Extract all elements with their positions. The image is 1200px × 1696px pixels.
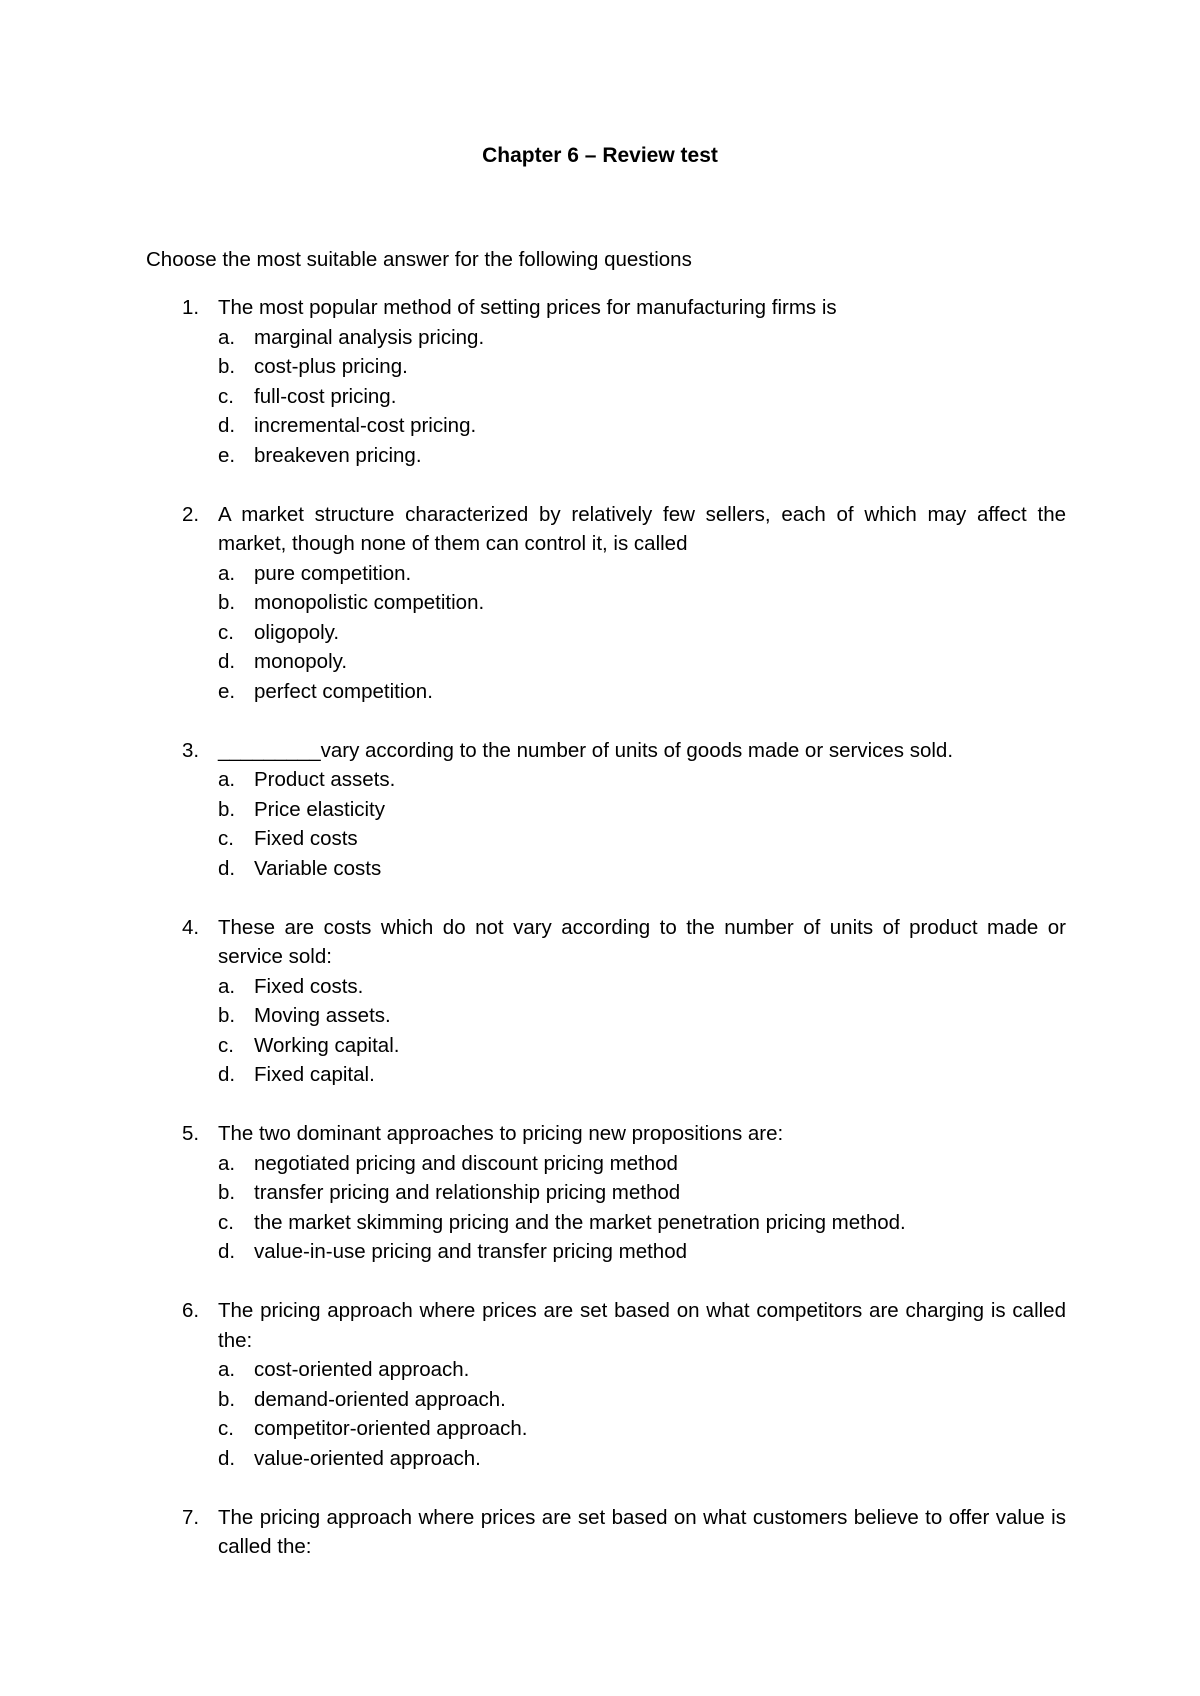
- question-list: [146, 293, 1066, 1591]
- option-text: Fixed costs.: [254, 974, 364, 998]
- option-text: Moving assets.: [254, 1004, 391, 1027]
- option-letter: d.: [218, 1240, 236, 1263]
- answer-option: [218, 1149, 1066, 1179]
- answer-option: [218, 1001, 1066, 1031]
- option-letter: b.: [218, 797, 236, 821]
- question-number: 7.: [182, 1505, 200, 1529]
- option-text: demand-oriented approach.: [254, 1387, 506, 1411]
- answer-option: [218, 765, 1066, 795]
- question-text: These are costs which do not vary according to the number of units of product made or service sold:: [218, 915, 1066, 968]
- answer-option: [218, 559, 1066, 589]
- question-text: The most popular method of setting prices for manufacturing firms is: [218, 296, 837, 319]
- answer-option: [218, 1060, 1066, 1090]
- option-text: cost-oriented approach.: [254, 1358, 470, 1381]
- option-text: transfer pricing and relationship pricing method: [254, 1181, 681, 1204]
- option-text: Price elasticity: [254, 797, 386, 821]
- answer-option: [218, 441, 1066, 471]
- answer-option: [218, 1385, 1066, 1415]
- answer-option: [218, 411, 1066, 441]
- answer-option: [218, 618, 1066, 648]
- option-letter: d.: [218, 1446, 236, 1470]
- option-letter: c.: [218, 827, 234, 850]
- option-text: Fixed costs: [254, 827, 358, 850]
- option-text: marginal analysis pricing.: [254, 325, 485, 349]
- answer-option: [218, 1031, 1066, 1061]
- option-text: breakeven pricing.: [254, 443, 422, 467]
- option-text: value-in-use pricing and transfer pricing method: [254, 1240, 688, 1263]
- option-letter: c.: [218, 1210, 234, 1234]
- question-text: The pricing approach where prices are set based on what customers believe to offer value is called the:: [218, 1505, 1066, 1558]
- document-title: Chapter 6 – Review test: [482, 144, 718, 167]
- answer-option: [218, 1178, 1066, 1208]
- option-text: Variable costs: [254, 856, 382, 880]
- option-letter: a.: [218, 974, 236, 998]
- option-text: monopoly.: [254, 650, 348, 673]
- option-text: competitor-oriented approach.: [254, 1417, 528, 1440]
- question-item: [146, 293, 1066, 470]
- answer-option: [218, 1414, 1066, 1444]
- answer-option: [218, 382, 1066, 412]
- question-number: 5.: [182, 1122, 200, 1145]
- option-letter: d.: [218, 1063, 236, 1086]
- question-text: The two dominant approaches to pricing new propositions are:: [218, 1122, 784, 1145]
- option-letter: e.: [218, 443, 236, 467]
- option-text: monopolistic competition.: [254, 591, 485, 614]
- answer-option: [218, 677, 1066, 707]
- option-text: incremental-cost pricing.: [254, 414, 477, 437]
- option-letter: b.: [218, 591, 236, 614]
- option-text: negotiated pricing and discount pricing method: [254, 1151, 678, 1175]
- option-list: [218, 559, 1066, 707]
- answer-option: [218, 1444, 1066, 1474]
- option-list: [218, 1149, 1066, 1267]
- option-text: oligopoly.: [254, 620, 340, 644]
- question-number: 3.: [182, 738, 200, 762]
- question-item: [146, 1119, 1066, 1267]
- option-text: perfect competition.: [254, 679, 433, 703]
- answer-option: [218, 352, 1066, 382]
- option-text: the market skimming pricing and the market penetration pricing method.: [254, 1210, 906, 1234]
- option-letter: d.: [218, 414, 236, 437]
- question-item: [146, 500, 1066, 707]
- option-list: [218, 323, 1066, 471]
- option-letter: b.: [218, 1387, 236, 1411]
- option-letter: c.: [218, 620, 234, 644]
- instruction-text: Choose the most suitable answer for the following questions: [146, 248, 692, 271]
- option-list: [218, 972, 1066, 1090]
- question-text: The pricing approach where prices are set based on what competitors are charging is called the:: [218, 1299, 1066, 1352]
- option-text: Fixed capital.: [254, 1063, 375, 1086]
- option-letter: e.: [218, 679, 236, 703]
- question-number: 1.: [182, 296, 200, 319]
- option-letter: a.: [218, 325, 236, 349]
- option-text: cost-plus pricing.: [254, 355, 408, 378]
- option-letter: c.: [218, 1033, 234, 1057]
- option-letter: a.: [218, 1358, 236, 1381]
- question-item: [146, 913, 1066, 1090]
- answer-option: [218, 972, 1066, 1002]
- option-letter: c.: [218, 384, 234, 408]
- answer-option: [218, 588, 1066, 618]
- option-letter: a.: [218, 768, 236, 791]
- question-number: 2.: [182, 502, 200, 526]
- question-text: A market structure characterized by relatively few sellers, each of which may affect the market, though none of them can control it, is called: [218, 502, 1066, 555]
- answer-option: [218, 854, 1066, 884]
- option-list: [218, 1355, 1066, 1473]
- answer-option: [218, 323, 1066, 353]
- option-text: value-oriented approach.: [254, 1446, 481, 1470]
- option-text: pure competition.: [254, 561, 412, 585]
- question-number: 6.: [182, 1299, 200, 1322]
- option-letter: b.: [218, 1181, 236, 1204]
- answer-option: [218, 647, 1066, 677]
- question-number: 4.: [182, 915, 200, 939]
- answer-option: [218, 824, 1066, 854]
- option-letter: a.: [218, 561, 236, 585]
- answer-option: [218, 1237, 1066, 1267]
- question-item: [146, 1296, 1066, 1473]
- option-letter: b.: [218, 1004, 236, 1027]
- answer-option: [218, 1208, 1066, 1238]
- option-letter: d.: [218, 650, 236, 673]
- option-letter: a.: [218, 1151, 236, 1175]
- option-list: [218, 765, 1066, 883]
- option-text: Product assets.: [254, 768, 396, 791]
- question-text: _________vary according to the number of units of goods made or services sold.: [218, 738, 954, 762]
- option-letter: d.: [218, 856, 236, 880]
- question-item: [146, 736, 1066, 884]
- answer-option: [218, 1355, 1066, 1385]
- option-letter: b.: [218, 355, 236, 378]
- question-item: [146, 1503, 1066, 1562]
- option-letter: c.: [218, 1417, 234, 1440]
- option-text: full-cost pricing.: [254, 384, 397, 408]
- answer-option: [218, 795, 1066, 825]
- option-text: Working capital.: [254, 1033, 400, 1057]
